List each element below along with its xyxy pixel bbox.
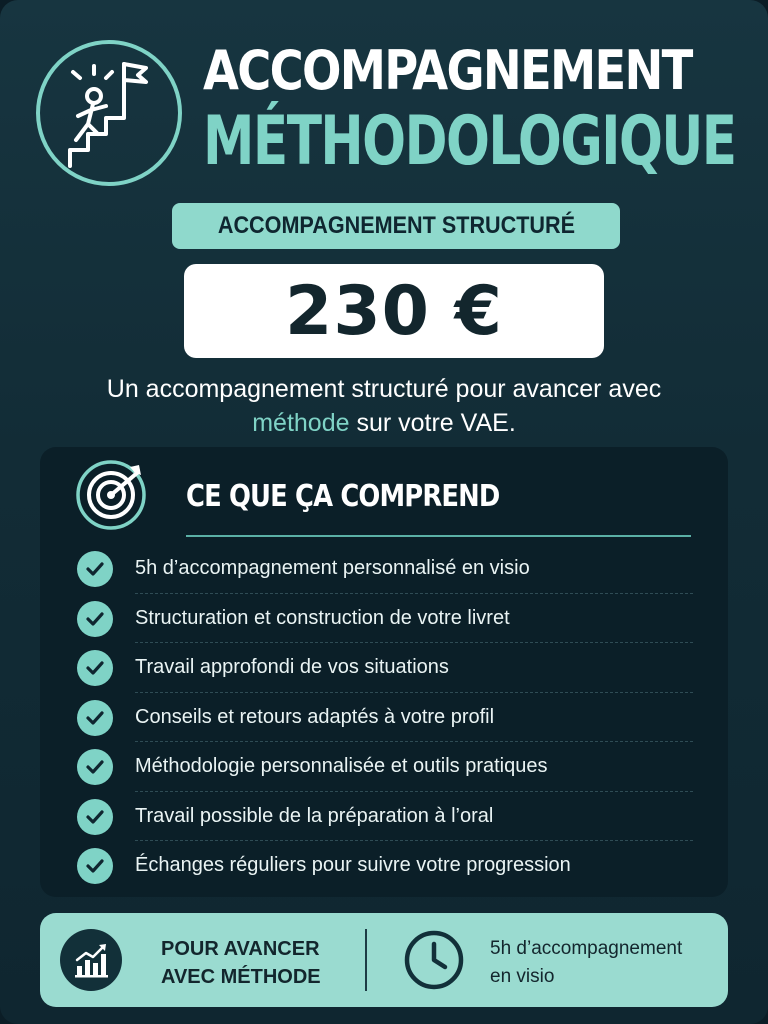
list-item [40, 792, 728, 842]
check-icon [77, 749, 113, 785]
list-item-label: 5h d’accompagnement personnalisé en visio [135, 557, 530, 579]
footer-tagline-line2: AVEC MÉTHODE [161, 966, 321, 988]
footer-duration-line2: en visio [490, 966, 555, 987]
target-arrow-icon [75, 459, 147, 531]
check-icon [77, 848, 113, 884]
list-item [40, 693, 728, 743]
subtitle-text-start: Un accompagnement structuré pour avancer avec [106, 375, 662, 403]
footer-divider [365, 929, 367, 991]
list-item [40, 544, 728, 594]
list-item-label: Structuration et construction de votre livret [135, 606, 510, 629]
title-line-2: MÉTHODOLOGIQUE [203, 102, 736, 181]
check-icon [77, 650, 113, 686]
subtitle-accent: méthode [252, 409, 350, 437]
includes-list [40, 544, 728, 891]
title-line-1: ACCOMPAGNEMENT [203, 39, 692, 102]
check-icon [77, 601, 113, 637]
list-item-label: Travail possible de la préparation à l’oral [135, 804, 494, 827]
offer-badge-label: ACCOMPAGNEMENT STRUCTURÉ [217, 212, 575, 239]
list-item-label: Conseils et retours adaptés à votre profil [135, 705, 495, 728]
list-item-label: Échanges réguliers pour suivre votre progression [135, 854, 571, 876]
climbing-stairs-flag-icon [36, 40, 182, 186]
list-item [40, 643, 728, 693]
footer-bar [40, 913, 728, 1007]
list-item-label: Travail approfondi de vos situations [135, 656, 449, 678]
price-box [184, 264, 604, 358]
includes-title: CE QUE ÇA COMPREND [186, 479, 500, 514]
check-icon [77, 799, 113, 835]
check-icon [77, 700, 113, 736]
price: 230 € [285, 271, 503, 351]
list-item [40, 742, 728, 792]
subtitle [100, 372, 668, 440]
footer-duration [490, 935, 720, 991]
growth-chart-icon [60, 929, 122, 991]
clock-icon [403, 929, 465, 991]
check-icon [77, 551, 113, 587]
offer-badge [172, 203, 620, 249]
includes-panel [40, 447, 728, 897]
list-item [40, 594, 728, 644]
footer-tagline-line1: POUR AVANCER [161, 938, 320, 960]
list-item-label: Méthodologie personnalisée et outils pratiques [135, 755, 548, 777]
list-item [40, 841, 728, 891]
subtitle-text-end: sur votre VAE. [349, 409, 516, 437]
footer-duration-line1: 5h d’accompagnement [490, 938, 683, 959]
footer-tagline [161, 935, 351, 991]
includes-divider [186, 535, 691, 537]
